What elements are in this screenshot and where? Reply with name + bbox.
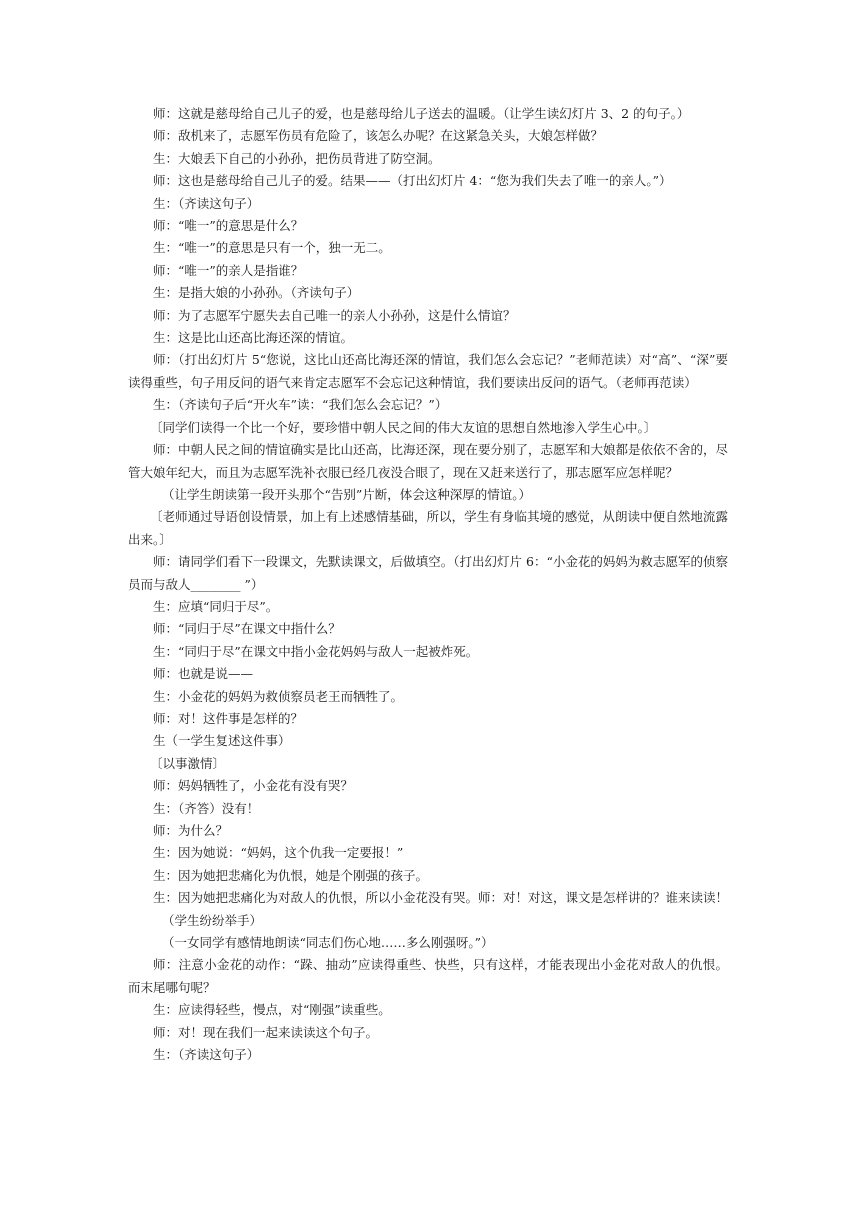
lesson-transcript	[128, 103, 728, 1066]
dialogue-line: 生：大娘丢下自己的小孙孙，把伤员背进了防空洞。	[153, 150, 441, 166]
dialogue-line: 生：（齐读句子后“开火车”读：“我们怎么会忘记？”）	[153, 397, 448, 413]
teacher-commentary: 〔老师通过导语创设情景，加上有上述感情基础，所以，学生有身临其境的感觉，从朗读中便自然地流露出来。〕	[128, 509, 728, 547]
dialogue-line: 生：“同归于尽”在课文中指小金花妈妈与敌人一起被炸死。	[153, 643, 479, 659]
dialogue-line: 生：应读得轻些，慢点，对“刚强”读重些。	[153, 1002, 391, 1018]
stage-direction: （让学生朗读第一段开头那个“告别”片断，体会这种深厚的情谊。）	[162, 486, 532, 502]
dialogue-line: 生：（齐读这句子）	[153, 1047, 260, 1063]
dialogue-line: 师：（打出幻灯片 5“您说，这比山还高比海还深的情谊，我们怎么会忘记？”老师范读）对“高”、“深”要读得重些，句子用反问的语气来肯定志愿军不会忘记这种情谊，我们要读出反问的语气。（老师再范读）	[128, 352, 728, 390]
dialogue-line: 师：对！这件事是怎样的？	[153, 710, 304, 726]
dialogue-line: 生：因为她说：“妈妈，这个仇我一定要报！”	[153, 845, 404, 861]
dialogue-line: 生：应填“同归于尽”。	[153, 598, 279, 614]
dialogue-line: 师：妈妈牺牲了，小金花有没有哭？	[153, 778, 354, 794]
dialogue-line: 生：因为她把悲痛化为对敌人的仇恨，所以小金花没有哭。师：对！对这，课文是怎样讲的？谁来读读！	[153, 890, 729, 906]
dialogue-line: 生：“唯一”的意思是只有一个，独一无二。	[153, 240, 391, 256]
dialogue-line: 生：因为她把悲痛化为仇恨，她是个刚强的孩子。	[153, 867, 429, 883]
dialogue-line: 师：为什么？	[153, 823, 229, 838]
dialogue-line: 师：请同学们看下一段课文，先默读课文，后做填空。（打出幻灯片 6：“小金花的妈妈为救志愿军的侦察员而与敌人________ ”）	[128, 554, 728, 592]
dialogue-line: 师：这就是慈母给自己儿子的爱，也是慈母给儿子送去的温暖。（让学生读幻灯片 3、2 的句子。）	[153, 106, 690, 121]
dialogue-line: 师：中朝人民之间的情谊确实是比山还高，比海还深，现在要分别了，志愿军和大娘都是依依不舍的，尽管大娘年纪大，而且为志愿军洗补衣服已经几夜没合眼了，现在又赶来送行了，那志愿军应怎样呢？	[128, 442, 729, 480]
dialogue-line: 师：“唯一”的意思是什么？	[153, 218, 304, 234]
stage-direction: （学生纷纷举手）	[162, 912, 263, 928]
dialogue-line: 师：“唯一”的亲人是指谁？	[153, 262, 304, 278]
dialogue-line: 师：这也是慈母给自己儿子的爱。结果——（打出幻灯片 4：“您为我们失去了唯一的亲人。”）	[153, 173, 672, 189]
dialogue-line: 师：对！现在我们一起来读读这个句子。	[153, 1024, 379, 1040]
dialogue-line: 师：注意小金花的动作：“跺、抽动”应读得重些、快些，只有这样，才能表现出小金花对敌人的仇恨。而末尾哪句呢？	[128, 957, 728, 995]
dialogue-line: 生：（齐答）没有！	[153, 800, 260, 816]
dialogue-line: 生：（齐读这句子）	[153, 195, 260, 211]
teacher-commentary: 〔同学们读得一个比一个好，要珍惜中朝人民之间的伟大友谊的思想自然地渗入学生心中。〕	[150, 419, 657, 435]
teacher-commentary: 〔以事激情〕	[150, 755, 226, 771]
dialogue-line: 师：“同归于尽”在课文中指什么？	[153, 621, 341, 637]
dialogue-line: 师：为了志愿军宁愿失去自己唯一的亲人小孙孙，这是什么情谊？	[153, 307, 516, 323]
dialogue-line: 师：敌机来了，志愿军伤员有危险了，该怎么办呢？在这紧急关头，大娘怎样做？	[153, 128, 604, 144]
dialogue-line: 生：是指大娘的小孙孙。（齐读句子）	[153, 285, 360, 301]
dialogue-line: 生：小金花的妈妈为救侦察员老王而牺牲了。	[153, 688, 404, 704]
stage-direction: （一女同学有感情地朗读“同志们伤心地……多么刚强呀。”）	[162, 935, 494, 951]
dialogue-line: 生（一学生复述这件事）	[153, 733, 291, 749]
dialogue-line: 师：也就是说——	[153, 666, 254, 682]
dialogue-line: 生：这是比山还高比海还深的情谊。	[153, 330, 354, 346]
